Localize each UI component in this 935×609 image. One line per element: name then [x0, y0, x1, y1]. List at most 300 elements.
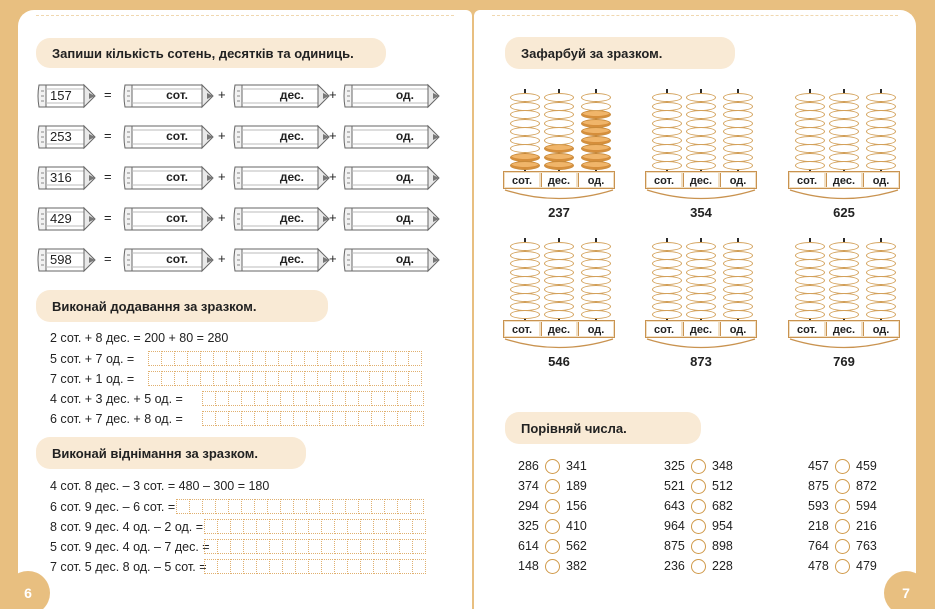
abacus-bead[interactable] — [723, 161, 753, 170]
abacus-bead[interactable] — [829, 251, 859, 260]
compare-left-number: 236 — [664, 559, 685, 573]
abacus-bead[interactable] — [652, 127, 682, 136]
compare-left-number: 374 — [518, 479, 539, 493]
abacus-bead[interactable] — [581, 161, 611, 170]
abacus-bead[interactable] — [510, 276, 540, 285]
abacus-bead[interactable] — [829, 102, 859, 111]
pencil-number — [36, 165, 96, 191]
abacus-bead[interactable] — [510, 93, 540, 102]
abacus-bead[interactable] — [510, 161, 540, 170]
abacus-bead[interactable] — [581, 268, 611, 277]
abacus-bead[interactable] — [652, 144, 682, 153]
abacus-bead[interactable] — [581, 119, 611, 128]
abacus-bead[interactable] — [686, 293, 716, 302]
abacus-bead[interactable] — [581, 242, 611, 251]
abacus-bead[interactable] — [795, 161, 825, 170]
abacus-label-hundreds: сот. — [505, 322, 539, 336]
abacus-bead[interactable] — [829, 242, 859, 251]
abacus-bead[interactable] — [723, 259, 753, 268]
abacus-label-ones: од. — [720, 173, 755, 187]
abacus-bead[interactable] — [686, 102, 716, 111]
abacus-bead[interactable] — [866, 153, 896, 162]
pencil-ones-label: од. — [395, 252, 414, 266]
operator: = — [104, 169, 112, 184]
abacus-bead[interactable] — [795, 268, 825, 277]
operator: + — [218, 87, 226, 102]
compare-right-number: 382 — [566, 559, 587, 573]
abacus-bead[interactable] — [510, 110, 540, 119]
pencil-hundreds-label: сот. — [166, 88, 188, 102]
operator: + — [329, 87, 337, 102]
abacus-bead[interactable] — [581, 93, 611, 102]
compare-circle[interactable] — [835, 539, 850, 554]
abacus-number: 546 — [548, 354, 570, 369]
compare-circle[interactable] — [545, 479, 560, 494]
compare-left-number: 286 — [518, 459, 539, 473]
pencil-row — [36, 165, 456, 191]
abacus-bead[interactable] — [581, 110, 611, 119]
abacus-brace — [788, 338, 900, 352]
abacus-bead[interactable] — [829, 259, 859, 268]
compare-row — [518, 479, 608, 495]
pencil-hundreds[interactable] — [122, 247, 214, 273]
abacus — [645, 89, 757, 224]
abacus-bead[interactable] — [686, 110, 716, 119]
abacus-bead[interactable] — [510, 127, 540, 136]
abacus-bead[interactable] — [544, 153, 574, 162]
abacus-bead[interactable] — [829, 310, 859, 319]
abacus-bead[interactable] — [581, 251, 611, 260]
abacus-bead[interactable] — [510, 153, 540, 162]
compare-circle[interactable] — [691, 519, 706, 534]
pencil-tens[interactable] — [232, 83, 330, 109]
abacus-bead[interactable] — [544, 302, 574, 311]
abacus-bead[interactable] — [723, 251, 753, 260]
abacus-bead[interactable] — [866, 293, 896, 302]
pencil-number — [36, 124, 96, 150]
compare-circle[interactable] — [545, 519, 560, 534]
abacus-label-ones: од. — [863, 173, 898, 187]
abacus-bead[interactable] — [829, 110, 859, 119]
operator: = — [104, 251, 112, 266]
abacus-bead[interactable] — [866, 276, 896, 285]
abacus-bead[interactable] — [544, 93, 574, 102]
abacus — [788, 89, 900, 224]
abacus-bead[interactable] — [723, 102, 753, 111]
abacus-bead[interactable] — [866, 136, 896, 145]
compare-circle[interactable] — [835, 479, 850, 494]
abacus-bead[interactable] — [652, 136, 682, 145]
abacus-bead[interactable] — [581, 102, 611, 111]
abacus-bead[interactable] — [652, 102, 682, 111]
abacus-poles — [503, 238, 615, 320]
compare-left-number: 875 — [664, 539, 685, 553]
abacus-bead[interactable] — [723, 310, 753, 319]
abacus-bead[interactable] — [510, 144, 540, 153]
abacus-poles — [645, 238, 757, 320]
abacus-bead[interactable] — [652, 93, 682, 102]
abacus-bead[interactable] — [795, 251, 825, 260]
abacus-bead[interactable] — [829, 119, 859, 128]
abacus-bead[interactable] — [581, 276, 611, 285]
abacus-label-tens: дес. — [826, 322, 861, 336]
compare-circle[interactable] — [691, 479, 706, 494]
compare-row — [518, 499, 608, 515]
abacus-bead[interactable] — [829, 285, 859, 294]
abacus-bead[interactable] — [652, 110, 682, 119]
compare-circle[interactable] — [835, 459, 850, 474]
pencil-tens[interactable] — [232, 247, 330, 273]
abacus-bead[interactable] — [544, 144, 574, 153]
abacus-bead[interactable] — [829, 293, 859, 302]
abacus-bead[interactable] — [581, 302, 611, 311]
abacus-bead[interactable] — [652, 242, 682, 251]
abacus-bead[interactable] — [829, 276, 859, 285]
compare-circle[interactable] — [691, 559, 706, 574]
pencil-hundreds-label: сот. — [166, 170, 188, 184]
abacus-bead[interactable] — [723, 268, 753, 277]
compare-circle[interactable] — [545, 499, 560, 514]
abacus-bead[interactable] — [686, 251, 716, 260]
abacus-bead[interactable] — [795, 136, 825, 145]
compare-row — [664, 479, 754, 495]
abacus-bead[interactable] — [581, 259, 611, 268]
abacus-bead[interactable] — [829, 302, 859, 311]
abacus-bead[interactable] — [723, 110, 753, 119]
abacus-bead[interactable] — [510, 102, 540, 111]
equation-line: 4 сот. + 3 дес. + 5 од. = — [50, 392, 183, 406]
abacus-bead[interactable] — [510, 259, 540, 268]
abacus-bead[interactable] — [544, 119, 574, 128]
answer-grid[interactable] — [204, 539, 425, 554]
compare-circle[interactable] — [691, 499, 706, 514]
equation-line: 7 сот. + 1 од. = — [50, 372, 135, 386]
pencil-hundreds[interactable] — [122, 124, 214, 150]
abacus-bead[interactable] — [686, 144, 716, 153]
abacus-bead[interactable] — [652, 285, 682, 294]
pencil-ones[interactable] — [342, 83, 440, 109]
abacus-bead[interactable] — [866, 259, 896, 268]
abacus-bead[interactable] — [795, 127, 825, 136]
abacus-bead[interactable] — [652, 259, 682, 268]
abacus-label-hundreds: сот. — [790, 173, 824, 187]
abacus-bead[interactable] — [581, 293, 611, 302]
abacus-bead[interactable] — [510, 310, 540, 319]
pencil-ones-label: од. — [395, 129, 414, 143]
abacus-bead[interactable] — [866, 268, 896, 277]
abacus-bead[interactable] — [652, 153, 682, 162]
abacus-bead[interactable] — [544, 110, 574, 119]
abacus-bead[interactable] — [581, 136, 611, 145]
compare-left-number: 478 — [808, 559, 829, 573]
pencil-hundreds-label: сот. — [166, 211, 188, 225]
abacus-bead[interactable] — [581, 310, 611, 319]
answer-grid[interactable] — [204, 519, 425, 534]
compare-left-number: 964 — [664, 519, 685, 533]
compare-row — [808, 479, 898, 495]
equation-line: 6 сот. 9 дес. – 6 сот. = — [50, 500, 176, 514]
abacus-bead[interactable] — [723, 242, 753, 251]
abacus-bead[interactable] — [686, 242, 716, 251]
abacus-label-ones: од. — [578, 322, 613, 336]
abacus-bead[interactable] — [686, 136, 716, 145]
abacus-bead[interactable] — [795, 302, 825, 311]
pencil-ones[interactable] — [342, 247, 440, 273]
abacus-bead[interactable] — [723, 302, 753, 311]
operator: + — [218, 128, 226, 143]
compare-left-number: 325 — [664, 459, 685, 473]
pencil-tens-label: дес. — [279, 252, 304, 266]
abacus-bead[interactable] — [510, 285, 540, 294]
abacus-bead[interactable] — [829, 93, 859, 102]
compare-circle[interactable] — [691, 459, 706, 474]
abacus-bead[interactable] — [866, 302, 896, 311]
page-number-right: 7 — [884, 571, 916, 609]
abacus-bead[interactable] — [723, 285, 753, 294]
pencil-tens[interactable] — [232, 124, 330, 150]
abacus-bead[interactable] — [544, 161, 574, 170]
abacus-bead[interactable] — [723, 153, 753, 162]
abacus-bead[interactable] — [652, 276, 682, 285]
abacus-labels — [788, 171, 900, 189]
abacus-bead[interactable] — [866, 144, 896, 153]
compare-row — [664, 559, 754, 575]
abacus-labels — [503, 171, 615, 189]
abacus-bead[interactable] — [581, 285, 611, 294]
compare-left-number: 764 — [808, 539, 829, 553]
compare-left-number: 593 — [808, 499, 829, 513]
compare-row — [664, 459, 754, 475]
abacus-bead[interactable] — [581, 153, 611, 162]
compare-circle[interactable] — [545, 559, 560, 574]
abacus-bead[interactable] — [544, 310, 574, 319]
pencil-tens[interactable] — [232, 165, 330, 191]
abacus-bead[interactable] — [544, 251, 574, 260]
pencil-hundreds[interactable] — [122, 206, 214, 232]
abacus-bead[interactable] — [795, 153, 825, 162]
abacus-bead[interactable] — [723, 293, 753, 302]
compare-right-number: 228 — [712, 559, 733, 573]
task5-title: Порівняй числа. — [505, 412, 701, 444]
answer-grid[interactable] — [202, 411, 423, 426]
compare-right-number: 682 — [712, 499, 733, 513]
operator: + — [329, 210, 337, 225]
abacus-bead[interactable] — [829, 127, 859, 136]
abacus-bead[interactable] — [686, 153, 716, 162]
abacus-bead[interactable] — [686, 127, 716, 136]
abacus-bead[interactable] — [795, 242, 825, 251]
operator: + — [218, 210, 226, 225]
abacus-bead[interactable] — [866, 242, 896, 251]
abacus-bead[interactable] — [866, 93, 896, 102]
abacus-bead[interactable] — [686, 310, 716, 319]
compare-right-number: 410 — [566, 519, 587, 533]
abacus-brace — [788, 189, 900, 203]
abacus-bead[interactable] — [866, 102, 896, 111]
abacus-label-tens: дес. — [683, 173, 718, 187]
answer-grid[interactable] — [148, 351, 421, 366]
abacus-bead[interactable] — [510, 136, 540, 145]
abacus-poles — [788, 238, 900, 320]
abacus — [503, 89, 615, 224]
compare-left-number: 457 — [808, 459, 829, 473]
abacus-bead[interactable] — [686, 119, 716, 128]
abacus-bead[interactable] — [652, 119, 682, 128]
abacus-label-ones: од. — [578, 173, 613, 187]
abacus-bead[interactable] — [686, 302, 716, 311]
compare-left-number: 325 — [518, 519, 539, 533]
compare-right-number: 954 — [712, 519, 733, 533]
abacus-bead[interactable] — [652, 161, 682, 170]
abacus-bead[interactable] — [510, 302, 540, 311]
task1-title: Запиши кількість сотень, десятків та одиниць. — [36, 38, 386, 68]
compare-right-number: 512 — [712, 479, 733, 493]
abacus-bead[interactable] — [866, 285, 896, 294]
abacus-bead[interactable] — [829, 144, 859, 153]
abacus-bead[interactable] — [723, 136, 753, 145]
abacus-bead[interactable] — [723, 119, 753, 128]
compare-right-number: 348 — [712, 459, 733, 473]
operator: + — [329, 251, 337, 266]
abacus-bead[interactable] — [581, 127, 611, 136]
abacus-bead[interactable] — [510, 119, 540, 128]
compare-row — [518, 539, 608, 555]
compare-circle[interactable] — [545, 539, 560, 554]
abacus-bead[interactable] — [866, 161, 896, 170]
compare-circle[interactable] — [835, 559, 850, 574]
abacus-bead[interactable] — [866, 310, 896, 319]
pencil-row — [36, 124, 456, 150]
pencil-ones[interactable] — [342, 206, 440, 232]
abacus-bead[interactable] — [652, 268, 682, 277]
abacus-bead[interactable] — [581, 144, 611, 153]
answer-grid[interactable] — [202, 391, 423, 406]
answer-grid[interactable] — [204, 559, 425, 574]
abacus-bead[interactable] — [795, 276, 825, 285]
abacus-bead[interactable] — [544, 242, 574, 251]
abacus-bead[interactable] — [866, 110, 896, 119]
abacus-bead[interactable] — [723, 144, 753, 153]
pencil-row — [36, 83, 456, 109]
compare-row — [808, 539, 898, 555]
pencil-tens-label: дес. — [279, 170, 304, 184]
abacus-bead[interactable] — [686, 285, 716, 294]
operator: = — [104, 87, 112, 102]
pencil-hundreds[interactable] — [122, 83, 214, 109]
compare-left-number: 218 — [808, 519, 829, 533]
pencil-number-label: 598 — [50, 252, 72, 267]
pencil-ones[interactable] — [342, 165, 440, 191]
compare-left-number: 294 — [518, 499, 539, 513]
abacus-bead[interactable] — [544, 259, 574, 268]
abacus-bead[interactable] — [652, 293, 682, 302]
abacus-bead[interactable] — [866, 251, 896, 260]
answer-grid[interactable] — [176, 499, 423, 514]
abacus-bead[interactable] — [544, 268, 574, 277]
abacus-bead[interactable] — [544, 293, 574, 302]
abacus-bead[interactable] — [795, 144, 825, 153]
right-page — [474, 10, 916, 609]
pencil-hundreds[interactable] — [122, 165, 214, 191]
compare-row — [518, 559, 608, 575]
abacus-label-hundreds: сот. — [647, 322, 681, 336]
abacus-label-hundreds: сот. — [505, 173, 539, 187]
abacus-bead[interactable] — [795, 285, 825, 294]
left-page — [18, 10, 472, 609]
abacus-bead[interactable] — [544, 136, 574, 145]
compare-right-number: 216 — [856, 519, 877, 533]
compare-left-number: 614 — [518, 539, 539, 553]
pencil-tens[interactable] — [232, 206, 330, 232]
abacus-label-ones: од. — [863, 322, 898, 336]
abacus-bead[interactable] — [795, 93, 825, 102]
compare-right-number: 763 — [856, 539, 877, 553]
abacus-bead[interactable] — [723, 127, 753, 136]
pencil-ones-label: од. — [395, 211, 414, 225]
abacus-bead[interactable] — [829, 268, 859, 277]
abacus-bead[interactable] — [652, 310, 682, 319]
abacus-brace — [645, 338, 757, 352]
abacus-bead[interactable] — [544, 285, 574, 294]
abacus-bead[interactable] — [544, 102, 574, 111]
abacus-bead[interactable] — [510, 268, 540, 277]
abacus-bead[interactable] — [544, 127, 574, 136]
compare-right-number: 594 — [856, 499, 877, 513]
compare-row — [664, 519, 754, 535]
abacus-bead[interactable] — [795, 119, 825, 128]
abacus-bead[interactable] — [829, 153, 859, 162]
abacus-bead[interactable] — [795, 259, 825, 268]
compare-right-number: 459 — [856, 459, 877, 473]
abacus-bead[interactable] — [723, 93, 753, 102]
abacus-label-tens: дес. — [541, 322, 576, 336]
pencil-number-label: 316 — [50, 170, 72, 185]
abacus-bead[interactable] — [686, 161, 716, 170]
compare-circle[interactable] — [835, 499, 850, 514]
abacus-bead[interactable] — [686, 268, 716, 277]
abacus-bead[interactable] — [510, 251, 540, 260]
abacus-bead[interactable] — [510, 293, 540, 302]
pencil-ones[interactable] — [342, 124, 440, 150]
abacus-bead[interactable] — [795, 310, 825, 319]
compare-circle[interactable] — [691, 539, 706, 554]
abacus-bead[interactable] — [652, 302, 682, 311]
abacus-bead[interactable] — [544, 276, 574, 285]
abacus-bead[interactable] — [686, 259, 716, 268]
abacus-bead[interactable] — [866, 127, 896, 136]
abacus-bead[interactable] — [652, 251, 682, 260]
abacus-poles — [503, 89, 615, 171]
abacus-bead[interactable] — [795, 293, 825, 302]
abacus-bead[interactable] — [723, 276, 753, 285]
abacus — [503, 238, 615, 373]
answer-grid[interactable] — [148, 371, 421, 386]
abacus — [645, 238, 757, 373]
abacus-bead[interactable] — [829, 136, 859, 145]
compare-right-number: 156 — [566, 499, 587, 513]
abacus-brace — [645, 189, 757, 203]
abacus-bead[interactable] — [866, 119, 896, 128]
abacus-bead[interactable] — [795, 110, 825, 119]
abacus-bead[interactable] — [795, 102, 825, 111]
compare-circle[interactable] — [835, 519, 850, 534]
abacus-bead[interactable] — [510, 242, 540, 251]
abacus-bead[interactable] — [686, 276, 716, 285]
abacus-bead[interactable] — [686, 93, 716, 102]
abacus-bead[interactable] — [829, 161, 859, 170]
compare-circle[interactable] — [545, 459, 560, 474]
pencil-row — [36, 206, 456, 232]
